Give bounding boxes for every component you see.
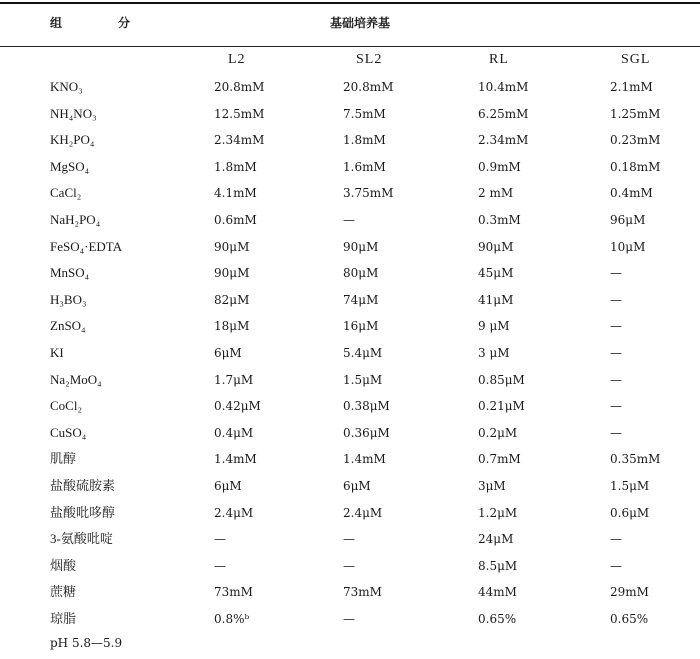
cell-rl: 0.7mM bbox=[478, 452, 521, 467]
cell-sl2: 73mM bbox=[343, 585, 382, 600]
cell-l2: 82μM bbox=[214, 292, 250, 307]
row-component-name: CoCl₂ bbox=[50, 398, 82, 414]
cell-sgl: 1.25mM bbox=[610, 106, 661, 121]
cell-rl: 0.21μM bbox=[478, 399, 525, 414]
row-component-name: Na₂MoO₄ bbox=[50, 371, 102, 387]
cell-sl2: 0.36μM bbox=[343, 425, 390, 440]
cell-sl2: 1.5μM bbox=[343, 372, 383, 387]
row-component-name: 盐酸硫胺素 bbox=[50, 478, 116, 493]
cell-rl: 0.65% bbox=[478, 612, 517, 626]
component-header-1: 组 bbox=[50, 16, 63, 30]
cell-l2: 90μM bbox=[214, 239, 250, 254]
cell-sl2: 90μM bbox=[343, 239, 379, 254]
cell-sgl: 0.35mM bbox=[610, 452, 661, 467]
cell-l2: 0.42μM bbox=[214, 399, 261, 414]
table-row bbox=[0, 477, 700, 503]
row-component-name: 琼脂 bbox=[50, 611, 77, 626]
cell-l2: — bbox=[214, 532, 226, 547]
cell-rl: 0.85μM bbox=[478, 372, 525, 387]
row-component-name: H₃BO₃ bbox=[50, 291, 87, 307]
row-component-name: KNO₃ bbox=[50, 79, 83, 94]
cell-sgl: 10μM bbox=[610, 239, 646, 254]
cell-sgl: — bbox=[610, 425, 622, 440]
cell-sgl: — bbox=[610, 532, 622, 547]
table-row bbox=[0, 184, 700, 210]
cell-rl: 10.4mM bbox=[478, 80, 529, 94]
row-component-name: MnSO₄ bbox=[50, 265, 90, 281]
row-component-name: NaH₂PO₄ bbox=[50, 212, 101, 227]
cell-sl2: 80μM bbox=[343, 266, 379, 281]
cell-sgl: — bbox=[610, 346, 622, 360]
cell-rl: 2.34mM bbox=[478, 133, 529, 148]
table-row bbox=[0, 450, 700, 476]
column-header-sgl: SGL bbox=[621, 52, 651, 67]
row-component-name: FeSO₄·EDTA bbox=[50, 238, 123, 254]
cell-sl2: 7.5mM bbox=[343, 106, 386, 121]
header-rule bbox=[0, 46, 700, 47]
table-row bbox=[0, 371, 700, 397]
cell-sl2: — bbox=[343, 558, 355, 573]
cell-sl2: — bbox=[343, 612, 355, 626]
ph-note: pH 5.8—5.9 bbox=[50, 636, 123, 650]
row-component-name: ZnSO₄ bbox=[50, 318, 86, 334]
cell-sl2: 20.8mM bbox=[343, 80, 394, 94]
cell-sgl: 1.5μM bbox=[610, 479, 650, 493]
table-row bbox=[0, 291, 700, 317]
cell-sl2: — bbox=[343, 213, 355, 227]
row-component-name: CuSO₄ bbox=[50, 424, 87, 440]
table-row bbox=[0, 610, 700, 636]
column-header-l2: L2 bbox=[228, 52, 246, 67]
table-row bbox=[0, 424, 700, 450]
top-rule bbox=[0, 2, 700, 4]
cell-sgl: 96μM bbox=[610, 213, 646, 227]
cell-sgl: — bbox=[610, 266, 622, 281]
cell-l2: 0.6mM bbox=[214, 213, 257, 227]
cell-sgl: 0.65% bbox=[610, 612, 649, 626]
row-component-name: KI bbox=[50, 345, 64, 360]
cell-l2: 2.34mM bbox=[214, 133, 265, 148]
cell-sl2: 74μM bbox=[343, 292, 379, 307]
cell-rl: 41μM bbox=[478, 292, 514, 307]
cell-l2: 6μM bbox=[214, 346, 242, 360]
component-header-2: 分 bbox=[118, 16, 131, 30]
cell-sl2: 1.4mM bbox=[343, 452, 386, 467]
column-header-sl2: SL2 bbox=[356, 52, 383, 67]
table-row bbox=[0, 583, 700, 609]
cell-rl: 8.5μM bbox=[478, 558, 518, 573]
cell-sgl: 29mM bbox=[610, 585, 649, 600]
cell-sl2: 3.75mM bbox=[343, 186, 394, 201]
cell-rl: 0.2μM bbox=[478, 425, 518, 440]
cell-rl: 0.9mM bbox=[478, 159, 521, 174]
cell-rl: 1.2μM bbox=[478, 505, 518, 520]
group-title: 基础培养基 bbox=[330, 16, 391, 30]
row-component-name: 盐酸吡哆醇 bbox=[50, 504, 116, 520]
cell-sl2: 2.4μM bbox=[343, 505, 383, 520]
cell-sgl: 0.18mM bbox=[610, 159, 661, 174]
cell-rl: 24μM bbox=[478, 532, 514, 547]
cell-sl2: 16μM bbox=[343, 319, 379, 334]
row-component-name: 蔗糖 bbox=[50, 584, 77, 600]
cell-rl: 45μM bbox=[478, 266, 514, 281]
row-component-name: 烟酸 bbox=[50, 557, 77, 573]
table-row bbox=[0, 211, 700, 237]
table-row bbox=[0, 238, 700, 264]
table-row bbox=[0, 105, 700, 131]
cell-rl: 9 μM bbox=[478, 319, 510, 334]
cell-sgl: 2.1mM bbox=[610, 80, 653, 94]
cell-l2: 12.5mM bbox=[214, 106, 265, 121]
table-row bbox=[0, 78, 700, 104]
table-row bbox=[0, 158, 700, 184]
table-row bbox=[0, 557, 700, 583]
row-component-name: NH₄NO₃ bbox=[50, 105, 97, 121]
cell-l2: 90μM bbox=[214, 266, 250, 281]
cell-l2: 73mM bbox=[214, 585, 253, 600]
cell-rl: 90μM bbox=[478, 239, 514, 254]
row-component-name: MgSO₄ bbox=[50, 158, 90, 174]
cell-sgl: 0.4mM bbox=[610, 186, 653, 201]
cell-rl: 44mM bbox=[478, 585, 517, 600]
cell-rl: 2 mM bbox=[478, 186, 514, 201]
row-component-name: KH₂PO₄ bbox=[50, 132, 95, 148]
cell-l2: — bbox=[214, 558, 226, 573]
cell-l2: 20.8mM bbox=[214, 80, 265, 94]
cell-sgl: — bbox=[610, 399, 622, 414]
cell-sl2: 5.4μM bbox=[343, 346, 383, 360]
table-row bbox=[0, 530, 700, 556]
row-component-name: 3-氨酸吡啶 bbox=[50, 531, 113, 547]
row-component-name: CaCl₂ bbox=[50, 185, 82, 201]
cell-sgl: — bbox=[610, 372, 622, 387]
cell-rl: 0.3mM bbox=[478, 213, 521, 227]
cell-sgl: 0.6μM bbox=[610, 505, 650, 520]
cell-l2: 0.4μM bbox=[214, 425, 254, 440]
cell-sl2: 0.38μM bbox=[343, 399, 390, 414]
cell-rl: 3μM bbox=[478, 479, 506, 493]
cell-sl2: 6μM bbox=[343, 479, 371, 493]
cell-l2: 2.4μM bbox=[214, 505, 254, 520]
cell-sgl: — bbox=[610, 292, 622, 307]
cell-l2: 18μM bbox=[214, 319, 250, 334]
table-row bbox=[0, 131, 700, 157]
cell-l2: 6μM bbox=[214, 479, 242, 493]
cell-l2: 1.8mM bbox=[214, 159, 257, 174]
table-row bbox=[0, 317, 700, 343]
cell-sgl: — bbox=[610, 558, 622, 573]
table-row bbox=[0, 397, 700, 423]
cell-sgl: — bbox=[610, 319, 622, 334]
cell-sl2: 1.6mM bbox=[343, 159, 386, 174]
cell-l2: 1.4mM bbox=[214, 452, 257, 467]
cell-sl2: — bbox=[343, 532, 355, 547]
cell-rl: 3 μM bbox=[478, 346, 510, 360]
column-header-rl: RL bbox=[489, 52, 509, 67]
row-component-name: 肌醇 bbox=[50, 451, 77, 467]
cell-l2: 0.8%ᵇ bbox=[214, 612, 250, 626]
cell-l2: 1.7μM bbox=[214, 372, 254, 387]
table-row bbox=[0, 344, 700, 370]
table-row bbox=[0, 264, 700, 290]
cell-rl: 6.25mM bbox=[478, 106, 529, 121]
cell-sgl: 0.23mM bbox=[610, 133, 661, 148]
cell-l2: 4.1mM bbox=[214, 186, 257, 201]
table-row bbox=[0, 504, 700, 530]
cell-sl2: 1.8mM bbox=[343, 133, 386, 148]
